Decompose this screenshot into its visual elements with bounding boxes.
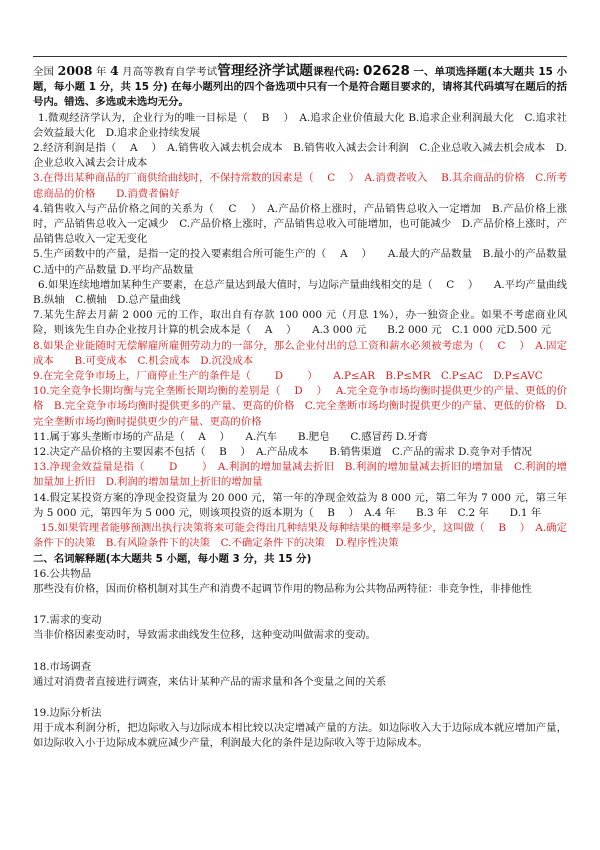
spacer	[33, 690, 567, 706]
term-19-body: 用于成本利润分析，把边际收入与边际成本相比较以决定增减产量的方法。如边际收入大于边际成本就应增加产量，如边际收入小于边际成本就应减少产量，利润最大化的条件是边际收入等于边际成本。	[33, 722, 567, 750]
term-18-body: 通过对消费者直接进行调查，来估计某种产品的需求量和各个变量之间的关系	[33, 675, 387, 688]
term-17-body: 当非价格因素变动时，导致需求曲线发生位移，这种变动叫做需求的变动。	[33, 629, 376, 642]
header-t5: 月高等教育自学考试	[122, 66, 218, 78]
question-15: 15.如果管理者能够预测出执行决策将来可能会得出几种结果及每种结果的概率是多少，这叫做（ B ） A.确定条件下的决策 B.有风险条件下的决策 C.不确定条件下的决策 D.程序性决策	[33, 522, 567, 550]
section1-heading: 一、单项选择题(本大题共 15 小题，每小题 1 分，共 15 分)	[33, 66, 567, 94]
question-9: 9.在完全竞争市场上，厂商停止生产的条件是（ D ） A.P≤AR B.P≤MR C.P≤AC D.P≤AVC	[33, 370, 543, 383]
header-rule	[33, 56, 567, 57]
question-13: 13.净现金效益量是指（ D ） A.利润的增加量减去折旧 B.利润的增加量减去折旧的增加量 C.利润的增加量加上折旧 D.利润的增加量加上折旧的增加量	[33, 461, 567, 489]
question-3: 3.在得出某种商品的厂商供给曲线时，不保持常数的因素是（ C ） A.消费者收入 B.其余商品的价格 C.所考虑商品的价格 D.消费者偏好	[33, 172, 567, 200]
question-14: 14.假定某投资方案的净现金投资量为 20 000 元，第一年的净现金效益为 8 000 元，第二年为 7 000 元，第三年为 5 000 元，第四年为 5 000 元，则该项投资的返本期为（ B ） A.4 年 B.3 年 C.2 年 D.1 年	[33, 491, 567, 519]
spacer	[33, 597, 567, 613]
header-t8: 02628	[362, 63, 410, 79]
spacer	[33, 644, 567, 660]
question-12: 12.决定产品价格的主要因素不包括（ B ） A.产品成本 B.销售渠道 C.产品的需求 D.竞争对手情况	[33, 446, 532, 459]
question-11: 11.属于寡头垄断市场的产品是（ A ） A.汽车 B.肥皂 C.感冒药 D.牙膏	[33, 430, 428, 443]
question-8: 8.如果企业能随时无偿解雇所雇佣劳动力的一部分，那么企业付出的总工资和薪水必须被考虑为（ C ） A.固定成本 B.可变成本 C.机会成本 D.沉没成本	[33, 339, 567, 367]
question-7: 7.某先生辞去月薪 2 000 元的工作，取出自有存款 100 000 元（月息 1%），办一独资企业。如果不考虑商业风险，则该先生自办企业按月计算的机会成本是（ A ） A.3 000 元 B.2 000 元 C.1 000 元D.500 元	[33, 309, 567, 337]
question-4: 4.销售收入与产品价格之间的关系为（ C ） A.产品价格上涨时，产品销售总收入一定增加 B.产品价格上涨时，产品销售总收入一定减少 C.产品价格上涨时，产品销售总收入可能增加，也可能减少 D.产品价格上涨时，产品销售总收入一定无变化	[33, 202, 567, 246]
question-1: 1.微观经济学认为，企业行为的唯一目标是（ B ） A.追求企业价值最大化 B.追求企业利润最大化 C.追求社会效益最大化 D.追求企业持续发展	[33, 111, 567, 139]
question-6: 6.如果连续地增加某种生产要素，在总产量达到最大值时，与边际产量曲线相交的是（ C ） A.平均产量曲线 B.纵轴 C.横轴 D.总产量曲线	[33, 278, 588, 307]
header-t3: 年	[95, 66, 107, 78]
question-2: 2.经济利润是指（ A ） A.销售收入减去机会成本 B.销售收入减去会计利润 C.企业总收入减去机会成本 D.企业总收入减去会计成本	[33, 142, 567, 170]
header-t7: 课程代码:	[313, 66, 360, 78]
exam-header	[33, 63, 567, 111]
term-16-body: 那些没有价格，因而价格机制对其生产和消费不起调节作用的物品称为公共物品两特征：非竞争性，非排他性	[33, 582, 532, 595]
header-t4: 4	[109, 63, 119, 78]
exam-content	[33, 63, 588, 752]
term-18-title: 18.市场调查	[33, 660, 92, 673]
header-t1: 全国	[33, 66, 55, 78]
question-5: 5.生产函数中的产量，是指一定的投入要素组合所可能生产的（ A ） A.最大的产品数量 B.最小的产品数量 C.适中的产品数量 D.平均产品数量	[33, 248, 578, 276]
question-10: 10.完全竞争长期均衡与完全垄断长期均衡的差别是（ D ） A.完全竞争市场均衡时提供更少的产量、更低的价格 B.完全竞争市场均衡时提供更多的产量、更高的价格 C.完全垄断市场均衡时提供更少的产量、更低的价格 D.完全垄断市场均衡时提供更少的产量、更高的价格	[33, 385, 567, 428]
term-19-title: 19.边际分析法	[33, 706, 102, 719]
term-16-title: 16.公共物品	[33, 567, 92, 580]
section1-instructions: 在每小题列出的四个备选项中只有一个是符合题目要求的，请将其代码填写在题后的括号内。错选、多选或未选均无分。	[33, 81, 567, 109]
header-t2: 2008	[57, 63, 93, 78]
header-t6: 管理经济学试题	[217, 63, 314, 79]
section2-heading: 二、名词解释题(本大题共 5 小题，每小题 3 分，共 15 分)	[33, 552, 312, 565]
term-17-title: 17.需求的变动	[33, 614, 102, 627]
